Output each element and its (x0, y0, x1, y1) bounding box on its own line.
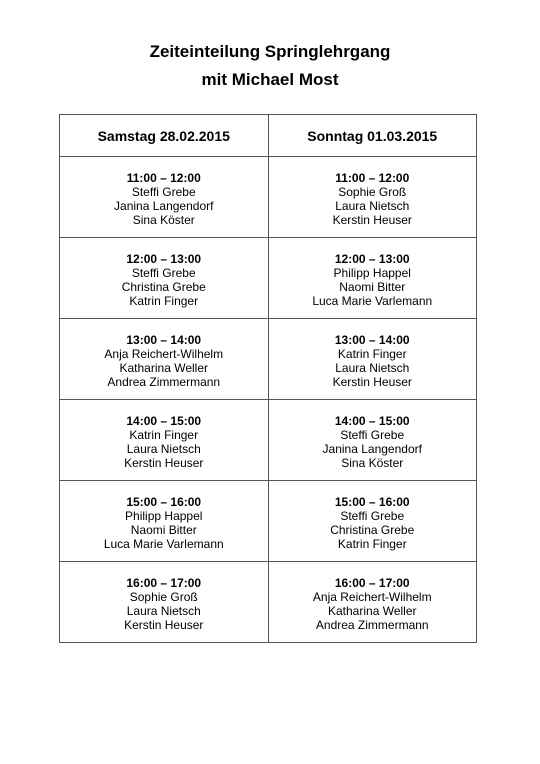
participant-name: Naomi Bitter (339, 280, 406, 294)
time-slot-cell (60, 157, 269, 238)
time-slot (269, 157, 477, 227)
slot-time: 13:00 – 14:00 (126, 333, 202, 347)
participant-name: Steffi Grebe (340, 509, 405, 523)
participant-name: Anja Reichert-Wilhelm (104, 347, 224, 361)
time-slot-cell (60, 400, 269, 481)
day-header-sunday: Sonntag 01.03.2015 (268, 115, 477, 157)
slot-time: 15:00 – 16:00 (126, 495, 202, 509)
slot-time: 15:00 – 16:00 (334, 495, 410, 509)
slot-time: 11:00 – 12:00 (335, 171, 410, 185)
title-line-1: Zeiteinteilung Springlehrgang (149, 42, 391, 61)
table-row (60, 562, 477, 643)
participant-name: Sophie Groß (129, 590, 198, 604)
time-slot-cell (60, 481, 269, 562)
schedule-table (59, 114, 477, 643)
slot-time: 12:00 – 13:00 (126, 252, 202, 266)
time-slot-cell (268, 238, 477, 319)
participant-name: Katharina Weller (119, 361, 208, 375)
time-slot (60, 400, 268, 470)
participant-name: Katrin Finger (337, 537, 407, 551)
time-slot-cell (268, 157, 477, 238)
participant-name: Kerstin Heuser (332, 213, 412, 227)
participant-name: Naomi Bitter (130, 523, 197, 537)
participant-name: Steffi Grebe (131, 266, 196, 280)
time-slot (269, 400, 477, 470)
table-row (60, 481, 477, 562)
participant-name: Christina Grebe (330, 523, 415, 537)
time-slot-cell (268, 481, 477, 562)
time-slot (60, 319, 268, 389)
participant-name: Laura Nietsch (126, 604, 201, 618)
participant-name: Laura Nietsch (126, 442, 201, 456)
participant-name: Philipp Happel (125, 509, 203, 523)
slot-time: 16:00 – 17:00 (126, 576, 202, 590)
slot-time: 14:00 – 15:00 (334, 414, 410, 428)
time-slot-cell (268, 562, 477, 643)
table-row (60, 238, 477, 319)
participant-name: Christina Grebe (121, 280, 206, 294)
time-slot-cell (60, 238, 269, 319)
participant-name: Janina Langendorf (322, 442, 422, 456)
schedule-body (60, 157, 477, 643)
time-slot (269, 319, 477, 389)
participant-name: Philipp Happel (333, 266, 411, 280)
participant-name: Sina Köster (132, 213, 195, 227)
participant-name: Katrin Finger (129, 294, 199, 308)
participant-name: Sophie Groß (338, 185, 407, 199)
participant-name: Kerstin Heuser (124, 456, 204, 470)
participant-name: Katrin Finger (337, 347, 407, 361)
slot-time: 12:00 – 13:00 (334, 252, 410, 266)
participant-name: Luca Marie Varlemann (103, 537, 224, 551)
schedule-header-row (60, 115, 477, 157)
time-slot-cell (268, 319, 477, 400)
participant-name: Luca Marie Varlemann (312, 294, 433, 308)
day-header-saturday: Samstag 28.02.2015 (60, 115, 269, 157)
participant-name: Steffi Grebe (340, 428, 405, 442)
participant-name: Kerstin Heuser (124, 618, 204, 632)
participant-name: Kerstin Heuser (332, 375, 412, 389)
slot-time: 16:00 – 17:00 (334, 576, 410, 590)
participant-name: Anja Reichert-Wilhelm (312, 590, 432, 604)
participant-name: Steffi Grebe (131, 185, 196, 199)
title-line-2: mit Michael Most (201, 70, 339, 89)
table-row (60, 400, 477, 481)
slot-time: 13:00 – 14:00 (334, 333, 410, 347)
time-slot (60, 157, 268, 227)
time-slot (269, 238, 477, 308)
participant-name: Katrin Finger (129, 428, 199, 442)
document-title (0, 38, 540, 94)
table-row (60, 157, 477, 238)
participant-name: Laura Nietsch (335, 361, 410, 375)
slot-time: 14:00 – 15:00 (126, 414, 202, 428)
time-slot (269, 562, 477, 632)
time-slot (269, 481, 477, 551)
participant-name: Janina Langendorf (114, 199, 214, 213)
participant-name: Laura Nietsch (335, 199, 410, 213)
participant-name: Katharina Weller (328, 604, 417, 618)
table-row (60, 319, 477, 400)
slot-time: 11:00 – 12:00 (126, 171, 201, 185)
participant-name: Andrea Zimmermann (107, 375, 221, 389)
time-slot (60, 238, 268, 308)
time-slot-cell (60, 319, 269, 400)
time-slot-cell (60, 562, 269, 643)
participant-name: Sina Köster (341, 456, 404, 470)
time-slot-cell (268, 400, 477, 481)
participant-name: Andrea Zimmermann (315, 618, 429, 632)
time-slot (60, 562, 268, 632)
time-slot (60, 481, 268, 551)
